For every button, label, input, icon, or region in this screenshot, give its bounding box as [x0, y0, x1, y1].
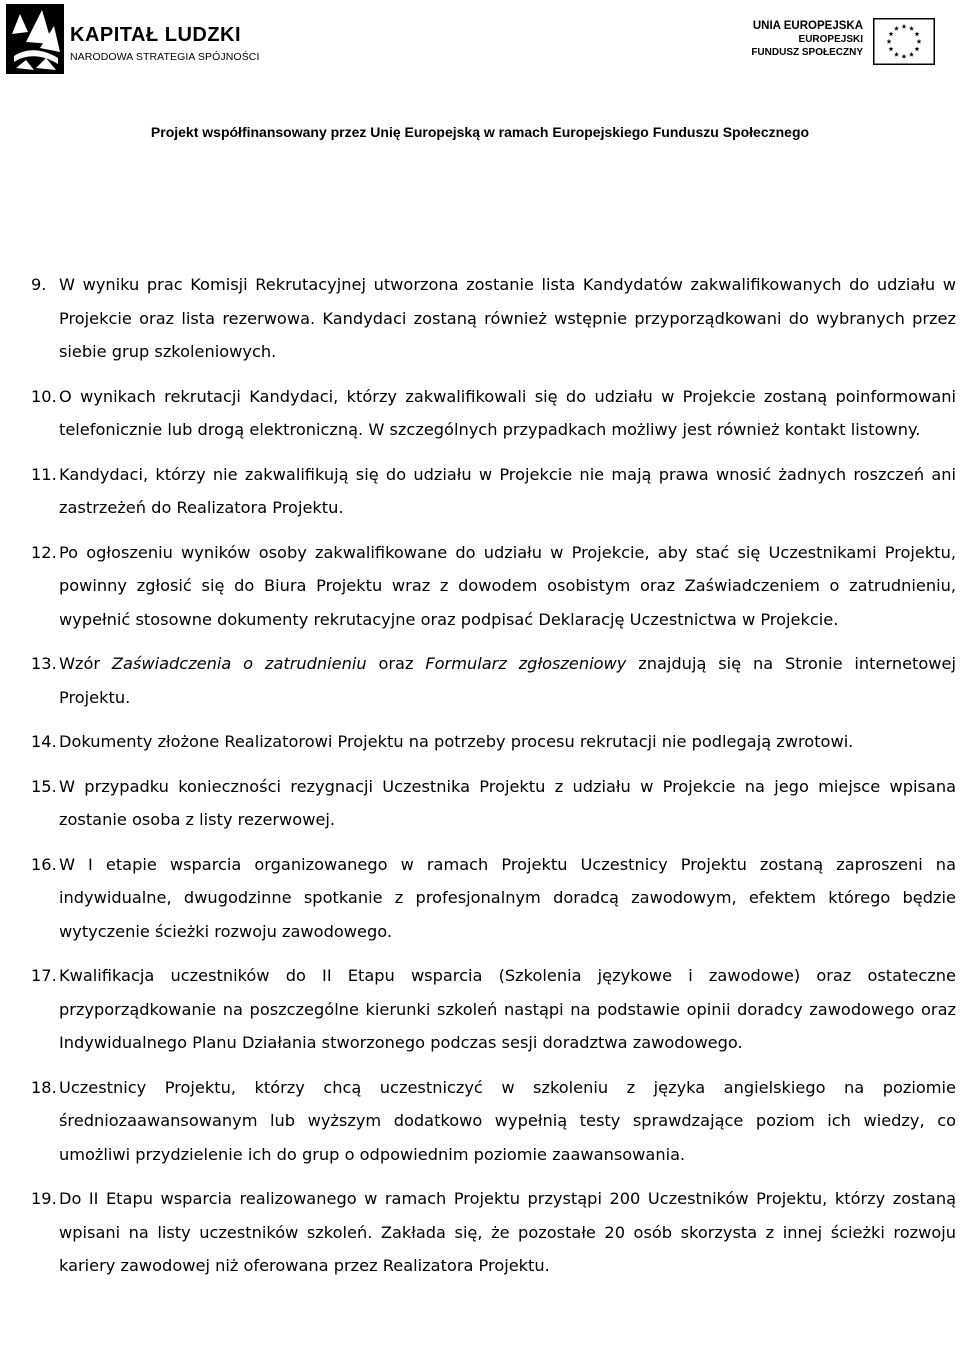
- cofinancing-notice: Projekt współfinansowany przez Unię Europejską w ramach Europejskiego Funduszu Społecznego: [150, 124, 810, 140]
- item-number: 15.: [31, 776, 57, 796]
- item-text-part: znajdują się na Stronie internetowej Projektu.: [59, 654, 956, 707]
- list-item: [0, 268, 960, 369]
- item-text-part: Wzór: [59, 654, 112, 673]
- list-item: [0, 380, 960, 447]
- kapital-ludzki-mark-icon: [6, 4, 64, 74]
- item-number: 11.: [31, 464, 57, 484]
- eu-logo: [735, 18, 935, 68]
- eu-logo-text: [751, 20, 863, 59]
- eu-flag-icon: [873, 18, 935, 65]
- item-number: 16.: [31, 854, 57, 874]
- item-number: 9.: [31, 275, 47, 294]
- item-text: Kwalifikacja uczestników do II Etapu wsparcia (Szkolenia językowe i zawodowe) oraz ostateczne przyporządkowanie na poszczególne kierunki szkoleń nastąpi na podstawie opinii doradcy zawodowego oraz Indywidualnego Planu Działania stworzonego podczas sesji doradztwa zawodowego.: [59, 966, 956, 1052]
- kapital-ludzki-subtitle: NARODOWA STRATEGIA SPÓJNOŚCI: [70, 51, 260, 63]
- item-text: Po ogłoszeniu wyników osoby zakwalifikowane do udziału w Projekcie, aby stać się Uczestnikami Projektu, powinny zgłosić się do Biura Projektu wraz z dowodem osobistym oraz Zaświadczeniem o zatrudnieniu, wypełnić stosowne dokumenty rekrutacyjne oraz podpisać Deklarację Uczestnictwa w Projekcie.: [59, 542, 956, 629]
- item-number: 10.: [31, 386, 57, 406]
- item-text: W przypadku konieczności rezygnacji Uczestnika Projektu z udziału w Projekcie na jego miejsce wpisana zostanie osoba z listy rezerwowej.: [59, 776, 956, 829]
- list-item: [0, 770, 960, 837]
- regulations-list: [0, 268, 960, 1294]
- item-text: Dokumenty złożone Realizatorowi Projektu na potrzeby procesu rekrutacji nie podlegają zwrotowi.: [59, 732, 854, 751]
- list-item: [0, 959, 960, 1060]
- item-text: Uczestnicy Projektu, którzy chcą uczestniczyć w szkoleniu z języka angielskiego na poziomie średniozaawansowanym lub wyższym dodatkowo wypełnią testy sprawdzające poziom ich wiedzy, co umożliwi przydzielenie ich do grup o odpowiednim poziomie zaawansowania.: [59, 1077, 956, 1164]
- list-item: [0, 1182, 960, 1283]
- item-number: 18.: [31, 1077, 57, 1097]
- item-number: 12.: [31, 542, 57, 562]
- list-item: [0, 848, 960, 949]
- item-number: 17.: [31, 966, 57, 985]
- item-text-part: oraz: [366, 654, 426, 673]
- list-item: [0, 1071, 960, 1172]
- kapital-ludzki-logo: [6, 4, 266, 74]
- item-text: O wynikach rekrutacji Kandydaci, którzy zakwalifikowali się do udziału w Projekcie zostaną poinformowani telefonicznie lub drogą elektroniczną. W szczególnych przypadkach możliwy jest również kontakt listowny.: [59, 386, 956, 439]
- eu-logo-line1: UNIA EUROPEJSKA: [752, 20, 863, 32]
- item-number: 19.: [31, 1189, 57, 1208]
- list-item: [0, 725, 960, 759]
- item-text: Kandydaci, którzy nie zakwalifikują się do udziału w Projekcie nie mają prawa wnosić żadnych roszczeń ani zastrzeżeń do Realizatora Projektu.: [59, 464, 956, 517]
- list-item: [0, 458, 960, 525]
- eu-logo-line2: EUROPEJSKI: [798, 34, 863, 45]
- list-item: [0, 536, 960, 637]
- item-number: 13.: [31, 654, 57, 673]
- item-text-emphasis: Zaświadczenia o zatrudnieniu: [111, 654, 367, 673]
- item-text: W wyniku prac Komisji Rekrutacyjnej utworzona zostanie lista Kandydatów zakwalifikowanych do udziału w Projekcie oraz lista rezerwowa. Kandydaci zostaną również wstępnie przyporządkowani do wybranych przez siebie grup szkoleniowych.: [59, 275, 956, 361]
- list-item: [0, 647, 960, 714]
- eu-logo-line3: FUNDUSZ SPOŁECZNY: [751, 47, 863, 58]
- item-text-emphasis: Formularz zgłoszeniowy: [425, 654, 627, 673]
- kapital-ludzki-title: KAPITAŁ LUDZKI: [70, 24, 242, 46]
- item-text: W I etapie wsparcia organizowanego w ramach Projektu Uczestnicy Projektu zostaną zaproszeni na indywidualne, dwugodzinne spotkanie z profesjonalnym doradcą zawodowym, efektem którego będzie wytyczenie ścieżki rozwoju zawodowego.: [59, 854, 956, 941]
- page-header: [0, 0, 960, 150]
- item-number: 14.: [31, 732, 57, 751]
- item-text: Do II Etapu wsparcia realizowanego w ramach Projektu przystąpi 200 Uczestników Projektu, którzy zostaną wpisani na listy uczestników szkoleń. Zakłada się, że pozostałe 20 osób skorzysta z innej ścieżki rozwoju kariery zawodowej niż oferowana przez Realizatora Projektu.: [59, 1189, 956, 1275]
